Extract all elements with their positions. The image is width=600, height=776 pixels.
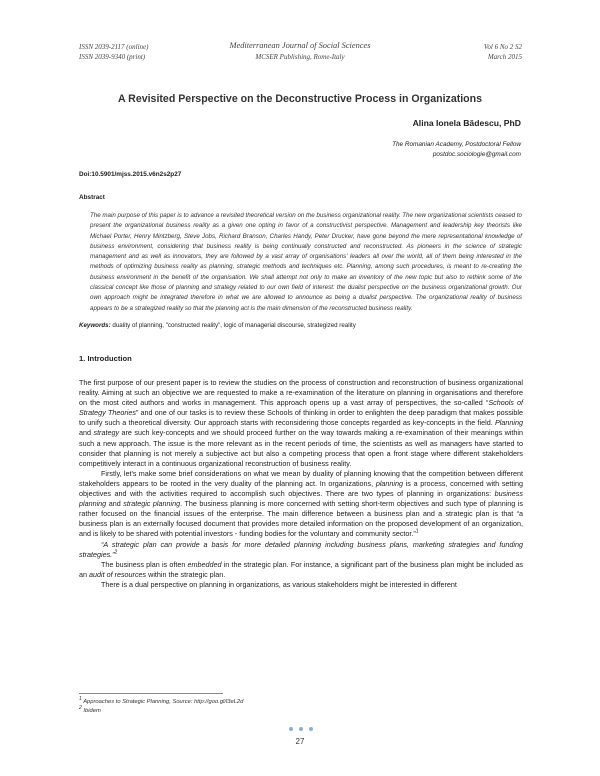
keywords-text: duality of planning, "constructed reality", logic of managerial discourse, strategized reality <box>112 322 356 329</box>
paper-title: A Revisited Perspective on the Deconstructive Process in Organizations <box>117 93 483 105</box>
paragraph-3: “A strategic plan can provide a basis for more detailed planning including business plans, marketing strategies and funding strategies.”$^2$ <box>79 539 523 559</box>
author-name: Alina Ionela Bădescu, PhD <box>412 118 521 128</box>
issn-online: ISSN 2039-2117 (online) <box>79 43 149 51</box>
issn-print: ISSN 2039-9340 (print) <box>79 53 146 61</box>
body-text <box>79 378 523 590</box>
journal-name: Mediterranean Journal of Social Sciences <box>229 41 371 50</box>
keywords <box>79 322 529 329</box>
issue-date: March 2015 <box>487 53 522 61</box>
paragraph-4: The business plan is often embedded in the strategic plan. For instance, a significant part of the business plan might be included as an audit of resources within the strategic plan. <box>79 559 523 579</box>
page-ornament-icon <box>288 726 314 732</box>
abstract-text: The main purpose of this paper is to advance a revisited theoretical version on the business organizational reality. The new organizational scientists ceased to present the organizational business reality as a given one opting in favor of a constructivist perspective. Management and leadership key theorists like Michael Porter, Henry Mintzberg, Steve Jobs, Richard Branson, Charles Handy, Peter Drucker, have gone beyond the mere representational knowledge of business environment, considering that business reality is being continually constructed and reconstructed. As pioneers in the science of strategic management and as well as innovators, they are followed by a vast array of organisations' leaders all over the world, all of them being interested in the methods of optimizing business reality as planning, strategic methods and techniques etc. Planning, among such procedures, is meant to re-creating the business environment in the benefit of the organisation. We shall attempt not only to make an inventory of the new topic but also to rethink some of the classical concept like those of planning and strategy related to our own field of interest: the dualist perspective on the business organizational growth. Our own approach might be integrated therefore in what we are allowed to announce as being a dualist perspective. The organizational reality of business appears to be a strategized reality so that the planning act is the main dimension of the reconstructed business reality. <box>90 212 522 312</box>
keywords-label: Keywords: <box>79 322 111 329</box>
footnote-ref-2: 2 <box>114 549 118 556</box>
page-number: 27 <box>295 737 305 746</box>
paragraph-2: Firstly, let's make some brief considerations on what we mean by duality of planning knowing that the competition between different stakeholders appears to be rooted in the very duality of the planning act. In organizations, planning is a process, concerned with setting objectives and with the activities required to accomplish such objectives. There are two types of planning in organizations: business planning and strategic planning. The business planning is more concerned with setting short-term objectives and such type of planning is rather focused on the financial issues of the enterprise. The main difference between a business plan and a strategic plan is that “a business plan is an externally focused document that provides more detailed information on the proposed development of an organization, and is likely to be shared with potential investors - funding bodies for the voluntary and community sector.”$^1$ <box>79 468 524 539</box>
footnote-divider <box>79 693 223 694</box>
volume: Vol 6 No 2 S2 <box>483 43 522 51</box>
doi: Doi:10.5901/mjss.2015.v6n2s2p27 <box>79 171 182 178</box>
paragraph-5: There is a dual perspective on planning in organizations, as various stakeholders might be interested in different <box>101 579 457 589</box>
section-heading: 1. Introduction <box>79 354 132 363</box>
author-email: postdoc.sociologie@gmail.com <box>432 151 521 158</box>
footnote-1: $^1$ Approaches to Strategic Planning, Source: http://goo.gl/l3eL2d <box>79 696 244 705</box>
footnote-2: $^2$ Ibidem <box>79 705 101 714</box>
publisher: MCSER Publishing, Rome-Italy <box>255 53 345 61</box>
author-affiliation: The Romanian Academy, Postdoctoral Fellow <box>392 141 521 148</box>
footnote-ref-1: 1 <box>415 529 419 536</box>
abstract-heading: Abstract <box>79 194 105 201</box>
paragraph-1: The first purpose of our present paper is to review the studies on the process of construction and reconstruction of business organizational reality. Aiming at such an objective we are requested to make a re-examination of the literature on planning in organisations and therefore on the most cited authors and works in management. This approach opens up a vast array of perspectives, the so-called “Schools of Strategy Theories” and one of our tasks is to review these Schools of thinking in order to enlighten the deep paradigm that makes possible to unify such a theoretical diversity. Our approach starts with reconsidering those concepts regarded as key-concepts in the field. Planning and strategy are such key-concepts and we should proceed further on the way towards making a re-examination of their meanings within such a new approach. The issue is the more relevant as in the recent periods of time, the scientists as well as managers have started to consider that planning is not merely a subjective act but also a competing process that open a front stage where different stakeholders competitively interact in a continuous organizational reconstruction of business reality. <box>79 378 524 468</box>
